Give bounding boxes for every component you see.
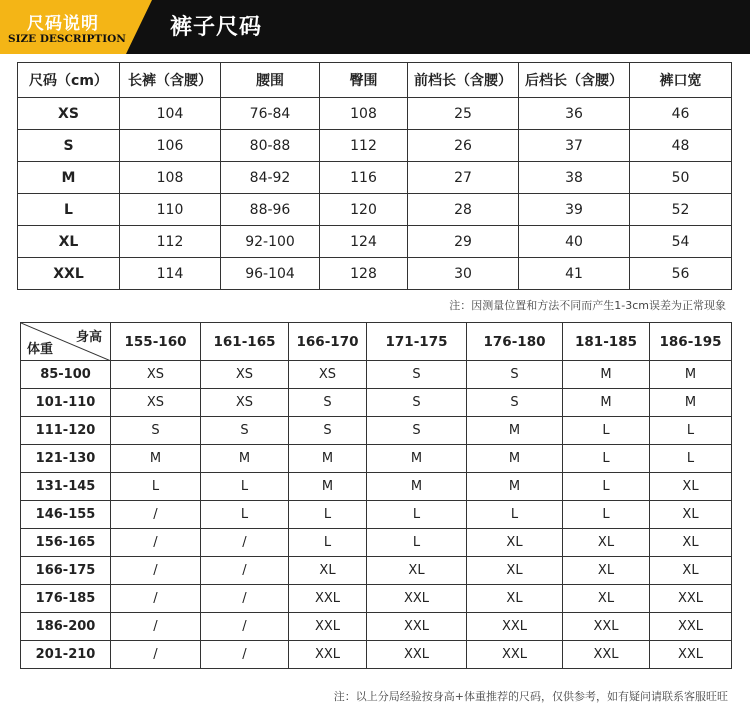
table-row xyxy=(21,473,732,501)
size-cell: XXL xyxy=(367,585,467,613)
page-title: 裤子尺码 xyxy=(170,15,263,40)
size-cell: XL xyxy=(563,557,650,585)
column-header: 臀围 xyxy=(320,63,408,98)
height-axis-label: 身高 xyxy=(75,330,102,345)
size-cell: XS xyxy=(111,361,201,389)
weight-cell: 186-200 xyxy=(21,613,111,641)
size-cell: XL xyxy=(650,557,732,585)
size-cell: XL xyxy=(467,529,563,557)
column-header: 裤口宽 xyxy=(630,63,732,98)
size-cell: XL xyxy=(563,529,650,557)
table-cell: 48 xyxy=(630,130,732,162)
size-cell: S xyxy=(201,417,289,445)
size-cell: M xyxy=(111,445,201,473)
page-header xyxy=(0,0,750,54)
size-cell: XXL xyxy=(650,641,732,669)
size-cell: M xyxy=(367,445,467,473)
table-row xyxy=(21,501,732,529)
height-header: 166-170 xyxy=(289,323,367,361)
table-cell: 29 xyxy=(408,226,519,258)
size-cell: S xyxy=(111,417,201,445)
size-cell: L xyxy=(563,473,650,501)
table-cell: 112 xyxy=(120,226,221,258)
table-cell: 112 xyxy=(320,130,408,162)
table-cell: 80-88 xyxy=(221,130,320,162)
badge-title: 尺码说明 xyxy=(27,14,99,34)
size-cell: XL xyxy=(650,529,732,557)
size-recommendation-table xyxy=(20,322,732,669)
size-cell: S xyxy=(289,417,367,445)
table-cell: 120 xyxy=(320,194,408,226)
table-cell: 26 xyxy=(408,130,519,162)
size-cell: XL xyxy=(467,585,563,613)
size-cell: XXL xyxy=(467,613,563,641)
column-header: 腰围 xyxy=(221,63,320,98)
size-cell: / xyxy=(111,557,201,585)
size-cell: L xyxy=(367,501,467,529)
table-row xyxy=(18,162,732,194)
table-cell: 104 xyxy=(120,98,221,130)
table-row xyxy=(21,557,732,585)
size-cell: M xyxy=(650,389,732,417)
size-cell: / xyxy=(111,529,201,557)
table-cell: 128 xyxy=(320,258,408,290)
size-cell: XL xyxy=(18,226,120,258)
column-header: 后档长（含腰） xyxy=(519,63,630,98)
size-cell: XXL xyxy=(289,613,367,641)
size-cell: XXL xyxy=(467,641,563,669)
table-cell: 52 xyxy=(630,194,732,226)
weight-cell: 85-100 xyxy=(21,361,111,389)
size-cell: XXL xyxy=(650,585,732,613)
weight-cell: 201-210 xyxy=(21,641,111,669)
size-cell: L xyxy=(111,473,201,501)
size-cell: XXL xyxy=(650,613,732,641)
table-cell: 76-84 xyxy=(221,98,320,130)
table-cell: 28 xyxy=(408,194,519,226)
table-row xyxy=(21,641,732,669)
size-cell: / xyxy=(201,613,289,641)
table-cell: 38 xyxy=(519,162,630,194)
table-row xyxy=(18,258,732,290)
table-row xyxy=(18,194,732,226)
size-cell: XL xyxy=(563,585,650,613)
size-table xyxy=(17,62,732,290)
size-cell: S xyxy=(18,130,120,162)
height-header: 176-180 xyxy=(467,323,563,361)
size-cell: M xyxy=(563,361,650,389)
table-cell: 30 xyxy=(408,258,519,290)
column-header: 尺码（cm） xyxy=(18,63,120,98)
table-cell: 114 xyxy=(120,258,221,290)
size-cell: L xyxy=(201,501,289,529)
recommendation-body xyxy=(21,361,732,669)
table-cell: 39 xyxy=(519,194,630,226)
height-header: 186-195 xyxy=(650,323,732,361)
size-cell: M xyxy=(18,162,120,194)
size-cell: XS xyxy=(111,389,201,417)
size-cell: M xyxy=(367,473,467,501)
badge-corner-shape xyxy=(126,0,152,54)
size-cell: XL xyxy=(467,557,563,585)
size-cell: M xyxy=(467,445,563,473)
weight-cell: 131-145 xyxy=(21,473,111,501)
size-cell: S xyxy=(467,389,563,417)
column-header: 长裤（含腰） xyxy=(120,63,221,98)
size-cell: L xyxy=(201,473,289,501)
table-row xyxy=(21,585,732,613)
size-cell: S xyxy=(289,389,367,417)
size-description-badge xyxy=(0,0,126,54)
table-cell: 46 xyxy=(630,98,732,130)
weight-cell: 111-120 xyxy=(21,417,111,445)
size-cell: / xyxy=(201,529,289,557)
height-header: 171-175 xyxy=(367,323,467,361)
size-cell: L xyxy=(650,445,732,473)
size-cell: L xyxy=(289,501,367,529)
table-row xyxy=(18,130,732,162)
size-cell: L xyxy=(563,417,650,445)
size-cell: XXL xyxy=(289,641,367,669)
table-cell: 124 xyxy=(320,226,408,258)
size-table-header-row xyxy=(18,63,732,98)
size-cell: / xyxy=(201,557,289,585)
size-cell: M xyxy=(289,473,367,501)
table-row xyxy=(21,417,732,445)
size-cell: / xyxy=(201,641,289,669)
size-cell: XXL xyxy=(563,613,650,641)
weight-cell: 121-130 xyxy=(21,445,111,473)
size-cell: M xyxy=(289,445,367,473)
height-header: 181-185 xyxy=(563,323,650,361)
table-cell: 40 xyxy=(519,226,630,258)
size-cell: L xyxy=(467,501,563,529)
weight-cell: 156-165 xyxy=(21,529,111,557)
size-cell: XL xyxy=(367,557,467,585)
size-cell: M xyxy=(467,417,563,445)
corner-cell xyxy=(21,323,111,361)
size-cell: XXL xyxy=(367,613,467,641)
size-cell: L xyxy=(563,501,650,529)
size-cell: / xyxy=(201,585,289,613)
table-row xyxy=(21,613,732,641)
table-row xyxy=(21,361,732,389)
table-row xyxy=(21,389,732,417)
weight-cell: 166-175 xyxy=(21,557,111,585)
size-cell: L xyxy=(18,194,120,226)
size-cell: S xyxy=(367,361,467,389)
size-cell: M xyxy=(563,389,650,417)
size-cell: / xyxy=(111,613,201,641)
table-cell: 54 xyxy=(630,226,732,258)
table-cell: 36 xyxy=(519,98,630,130)
table-cell: 41 xyxy=(519,258,630,290)
size-cell: XL xyxy=(650,501,732,529)
table-cell: 84-92 xyxy=(221,162,320,194)
size-cell: L xyxy=(650,417,732,445)
size-cell: XS xyxy=(289,361,367,389)
height-header: 161-165 xyxy=(201,323,289,361)
weight-cell: 176-185 xyxy=(21,585,111,613)
table-cell: 88-96 xyxy=(221,194,320,226)
size-cell: XS xyxy=(201,361,289,389)
table-row xyxy=(18,226,732,258)
size-cell: XS xyxy=(18,98,120,130)
size-cell: XXL xyxy=(289,585,367,613)
size-cell: / xyxy=(111,501,201,529)
badge-subtitle: SIZE DESCRIPTION xyxy=(8,33,126,45)
size-cell: XL xyxy=(289,557,367,585)
size-cell: S xyxy=(367,417,467,445)
size-cell: L xyxy=(563,445,650,473)
table-row xyxy=(21,529,732,557)
weight-cell: 146-155 xyxy=(21,501,111,529)
weight-axis-label: 体重 xyxy=(27,342,54,357)
size-cell: / xyxy=(111,585,201,613)
size-cell: M xyxy=(201,445,289,473)
size-cell: L xyxy=(289,529,367,557)
table-cell: 108 xyxy=(320,98,408,130)
height-header-row xyxy=(21,323,732,361)
size-cell: S xyxy=(367,389,467,417)
table-cell: 108 xyxy=(120,162,221,194)
table-cell: 37 xyxy=(519,130,630,162)
table-cell: 50 xyxy=(630,162,732,194)
size-cell: M xyxy=(650,361,732,389)
size-cell: XS xyxy=(201,389,289,417)
table-cell: 96-104 xyxy=(221,258,320,290)
table-cell: 110 xyxy=(120,194,221,226)
size-cell: XXL xyxy=(563,641,650,669)
size-cell: L xyxy=(367,529,467,557)
size-cell: M xyxy=(467,473,563,501)
table-cell: 56 xyxy=(630,258,732,290)
recommendation-note: 注：以上分局经验按身高+体重推荐的尺码，仅供参考，如有疑问请联系客服旺旺 xyxy=(333,690,728,703)
table-cell: 25 xyxy=(408,98,519,130)
table-cell: 106 xyxy=(120,130,221,162)
table-cell: 27 xyxy=(408,162,519,194)
table-row xyxy=(18,98,732,130)
height-header: 155-160 xyxy=(111,323,201,361)
size-cell: XXL xyxy=(367,641,467,669)
size-cell: XL xyxy=(650,473,732,501)
table-row xyxy=(21,445,732,473)
size-cell: / xyxy=(111,641,201,669)
table-cell: 92-100 xyxy=(221,226,320,258)
size-cell: XXL xyxy=(18,258,120,290)
table-cell: 116 xyxy=(320,162,408,194)
column-header: 前档长（含腰） xyxy=(408,63,519,98)
measurement-note: 注：因测量位置和方法不同而产生1-3cm误差为正常现象 xyxy=(449,299,726,312)
size-cell: S xyxy=(467,361,563,389)
weight-cell: 101-110 xyxy=(21,389,111,417)
